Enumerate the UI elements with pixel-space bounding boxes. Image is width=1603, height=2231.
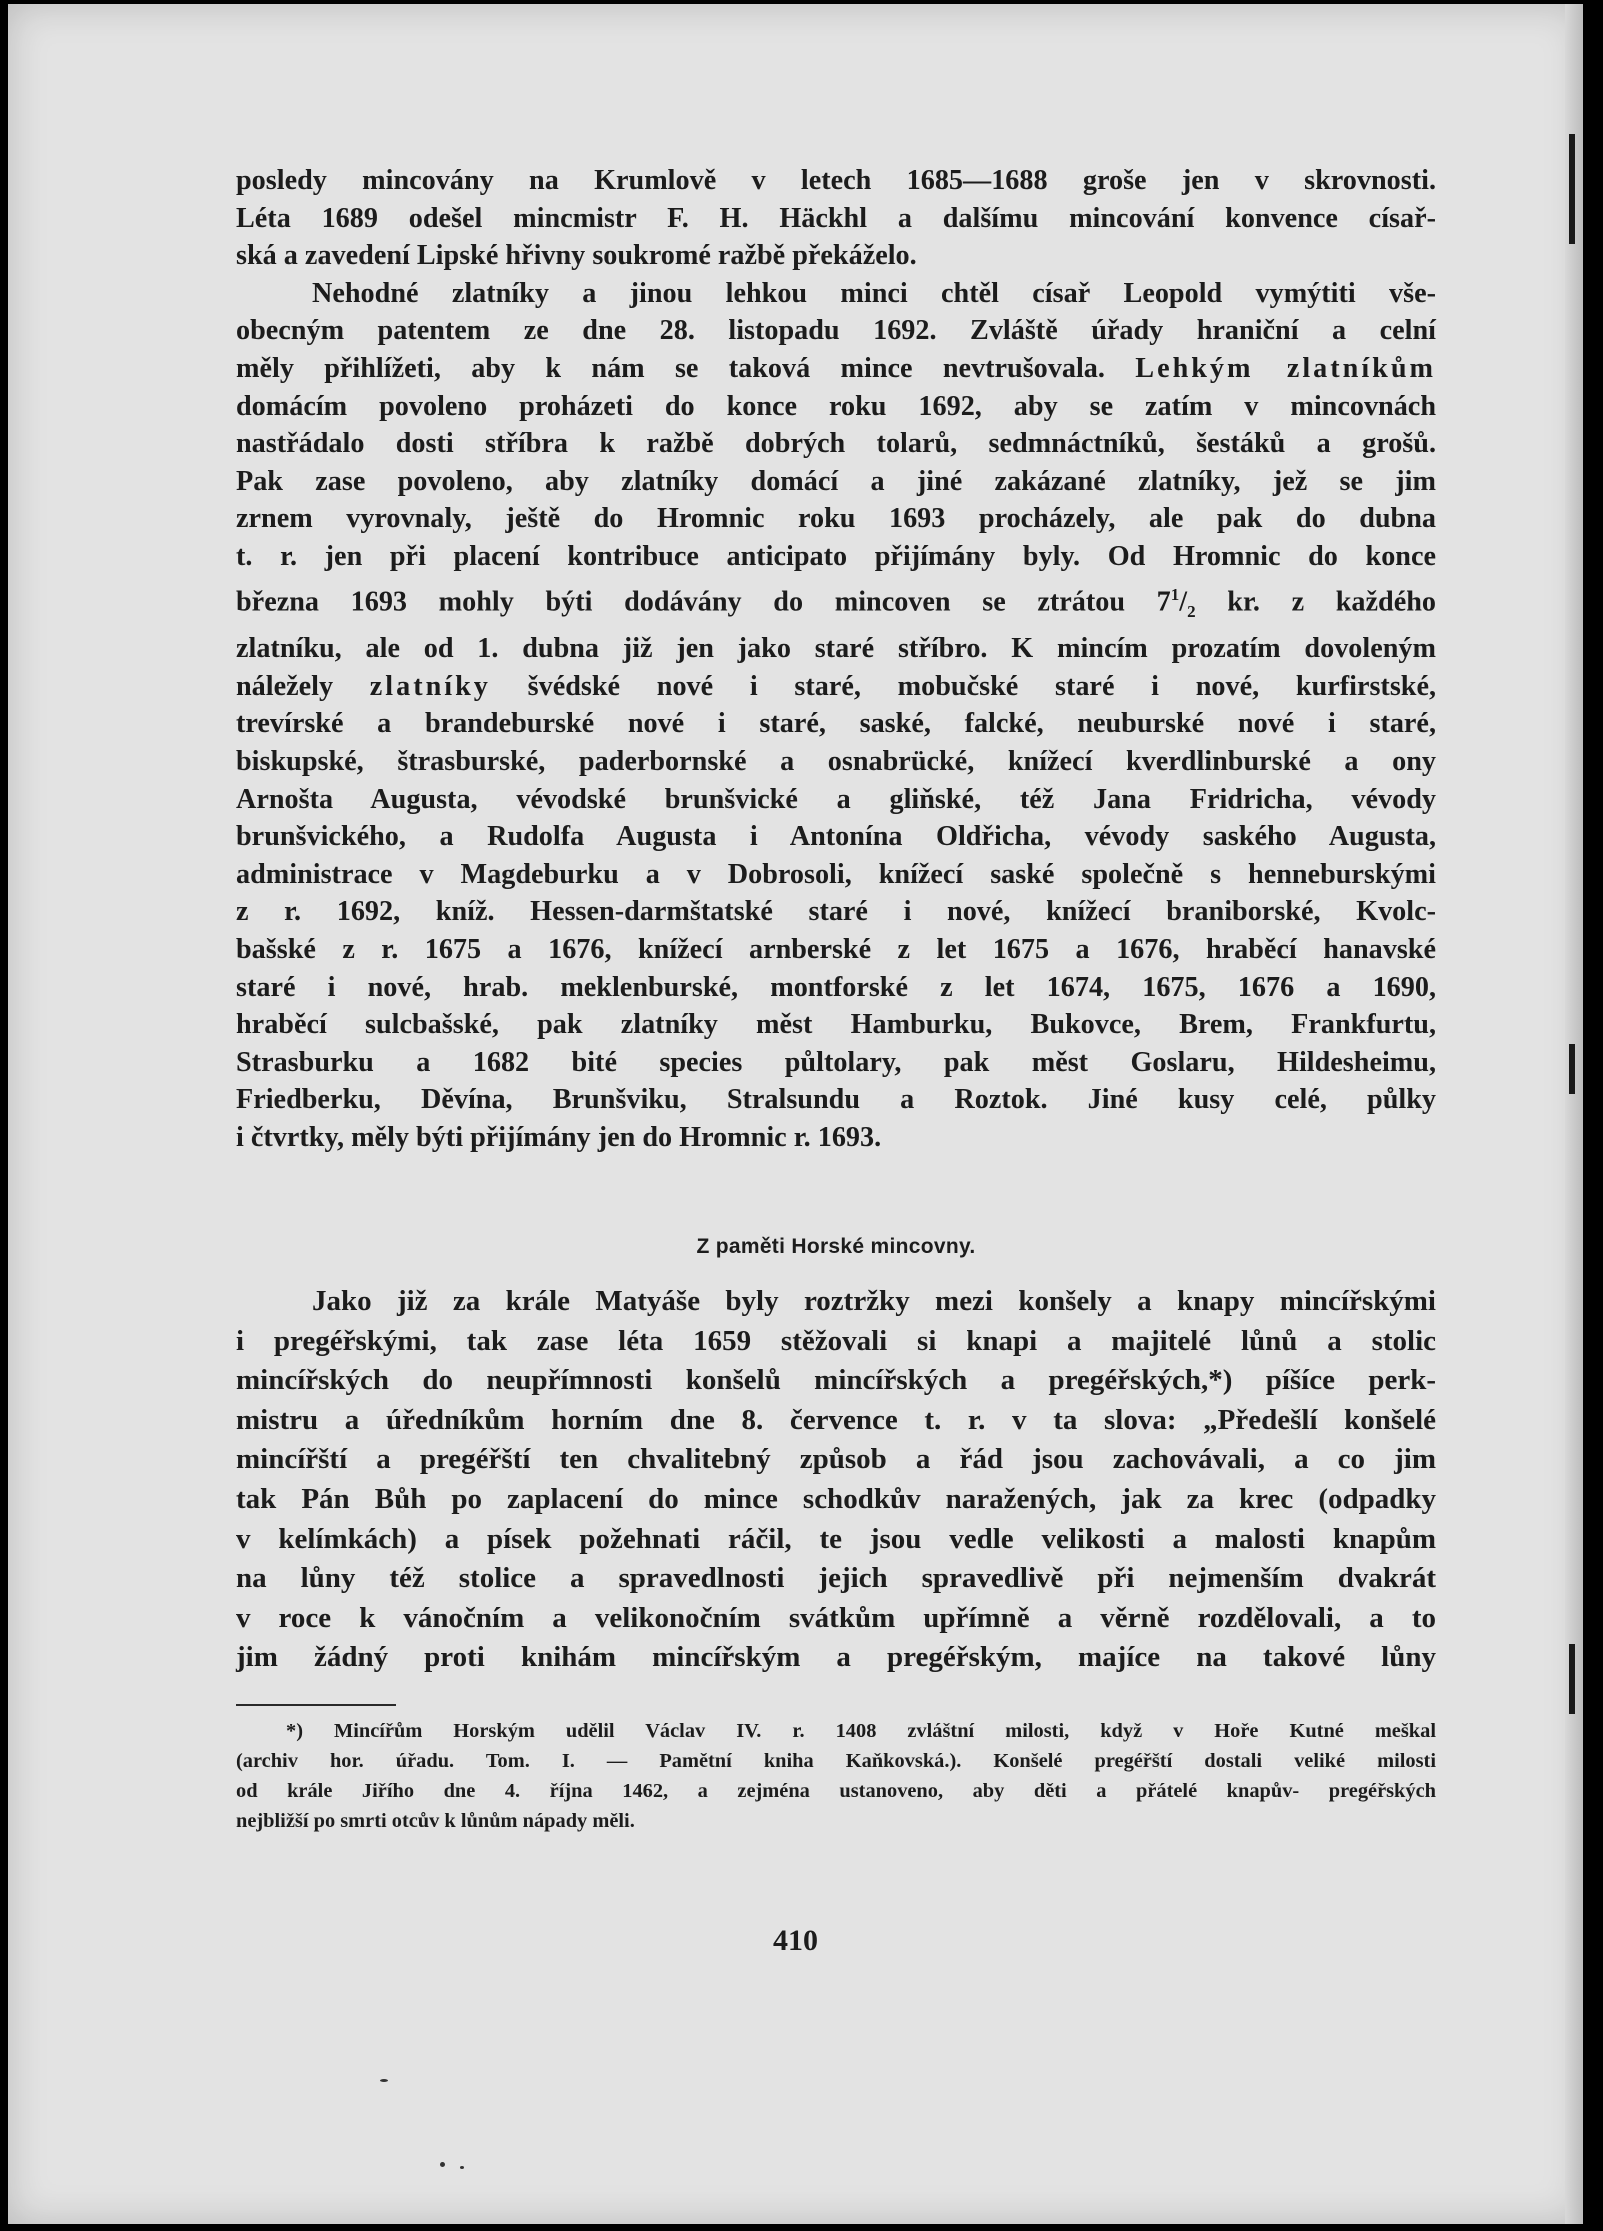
fraction-denominator: 2	[1187, 601, 1196, 621]
margin-mark	[1569, 134, 1575, 244]
text-line: hraběcí sulcbašské, pak zlatníky měst Hamburku, Bukovce, Brem, Frankfurtu,	[236, 1009, 1436, 1041]
print-speck	[380, 2079, 388, 2082]
print-speck	[460, 2166, 464, 2169]
text-line: trevírské a brandeburské nové i staré, saské, falcké, neuburské nové i staré,	[236, 708, 1436, 740]
text-line: obecným patentem ze dne 28. listopadu 1692. Zvláště úřady hraniční a celní	[236, 315, 1436, 347]
text-line: brunšvického, a Rudolfa Augusta i Antonína Oldřicha, vévody saského Augusta,	[236, 821, 1436, 853]
text-line: nastřádalo dosti stříbra k ražbě dobrých tolarů, sedmnáctníků, šestáků a grošů.	[236, 428, 1436, 460]
footnote-line: od krále Jiřího dne 4. října 1462, a zejména ustanoveno, aby děti a přátelé knapův- pregéřských	[236, 1780, 1436, 1802]
footnote	[236, 1716, 1436, 1836]
text-line: Arnošta Augusta, vévodské brunšvické a gliňské, též Jana Fridricha, vévody	[236, 783, 1436, 815]
page-edge-shadow	[1565, 4, 1583, 2224]
text-line: na lůny též stolice a spravedlnosti jejich spravedlivě při nejmenším dvakrát	[236, 1562, 1436, 1595]
text-line: staré i nové, hrab. meklenburské, montforské z let 1674, 1675, 1676 a 1690,	[236, 971, 1436, 1003]
margin-mark	[1569, 1044, 1575, 1094]
book-page	[8, 4, 1583, 2224]
paragraph-mint	[236, 1282, 1436, 1678]
text-line: i čtvrtky, měly býti přijímány jen do Hromnic r. 1693.	[236, 1121, 882, 1153]
footnote-line: nejbližší po smrti otcův k lůnům nápady měli.	[236, 1810, 635, 1832]
text-line: mistru a úředníkům horním dne 8. července t. r. v ta slova: „Předešlí konšelé	[236, 1403, 1436, 1436]
paragraph-continuation	[236, 162, 1436, 275]
text-line: tak Pán Bůh po zaplacení do mince schodkův naražených, jak za krec (odpadky	[236, 1483, 1436, 1516]
text-line: v kelímkách) a písek požehnati ráčil, te jsou vedle velikosti a malosti knapům	[236, 1522, 1436, 1555]
footnote-divider	[236, 1704, 396, 1706]
text-line: biskupské, štrasburské, paderbornské a osnabrücké, knížecí kverdlinburské a ony	[236, 745, 1436, 777]
emphasized-word: zlatníky	[369, 670, 491, 702]
text-fragment: března 1693 mohly býti dodávány do mincoven se ztrátou 7	[236, 585, 1171, 617]
text-line: Strasburku a 1682 bité species půltolary, pak měst Goslaru, Hildesheimu,	[236, 1046, 1436, 1078]
text-line	[236, 668, 1436, 706]
text-line: administrace v Magdeburku a v Dobrosoli, knížecí saské společně s henneburskými	[236, 858, 1436, 890]
text-line: Léta 1689 odešel mincmistr F. H. Häckhl a dalšímu mincování konvence císař-	[236, 202, 1436, 234]
page-number: 410	[773, 1924, 818, 1957]
text-line: v roce k vánočním a velikonočním svátkům upřímně a věrně rozdělovali, a to	[236, 1601, 1436, 1634]
section-heading: Z paměti Horské mincovny.	[696, 1235, 976, 1259]
text-line: ská a zavedení Lipské hřivny soukromé ražbě překáželo.	[236, 240, 917, 272]
text-line: Pak zase povoleno, aby zlatníky domácí a jiné zakázané zlatníky, jež se jim	[236, 465, 1436, 497]
text-fragment: měly přihlížeti, aby k nám se taková mince nevtrušovala.	[236, 352, 1105, 384]
text-line: mincířských do neupřímnosti konšelů mincířských a pregéřských,*) píšíce perk-	[236, 1364, 1436, 1397]
print-speck	[440, 2162, 445, 2167]
text-fragment: kr. z každého	[1195, 585, 1436, 617]
text-line: zlatníku, ale od 1. dubna již jen jako staré stříbro. K mincím prozatím dovoleným	[236, 633, 1436, 665]
paragraph-coins	[236, 275, 1436, 1157]
text-line: Jako již za krále Matyáše byly roztržky mezi konšely a knapy mincířskými	[312, 1285, 1436, 1318]
text-line	[236, 350, 1436, 388]
text-line: i pregéřskými, tak zase léta 1659 stěžovali si knapi a majitelé lůnů a stolic	[236, 1324, 1436, 1357]
emphasized-phrase: Lehkým zlatníkům	[1135, 352, 1436, 384]
text-line: jim žádný proti knihám mincířským a pregéřským, majíce na takové lůny	[236, 1641, 1436, 1674]
text-line: zrnem vyrovnaly, ještě do Hromnic roku 1693 procházely, ale pak do dubna	[236, 503, 1436, 535]
footnote-line: *) Mincířům Horským udělil Václav IV. r. 1408 zvláštní milosti, když v Hoře Kutné meškal	[286, 1720, 1436, 1742]
text-line: Nehodné zlatníky a jinou lehkou minci chtěl císař Leopold vymýtiti vše-	[312, 277, 1436, 309]
text-line: z r. 1692, kníž. Hessen-darmštatské staré i nové, knížecí braniborské, Kvolc-	[236, 896, 1436, 928]
text-line: bašské z r. 1675 a 1676, knížecí arnberské z let 1675 a 1676, hraběcí hanavské	[236, 933, 1436, 965]
footnote-line: (archiv hor. úřadu. Tom. I. — Pamětní kniha Kaňkovská.). Konšelé pregéřští dostali veliké milosti	[236, 1750, 1436, 1772]
text-line: mincířští a pregéřští ten chvalitebný způsob a řád jsou zachovávali, a co jim	[236, 1443, 1436, 1476]
text-line: posledy mincovány na Krumlově v letech 1685—1688 groše jen v skrovnosti.	[236, 165, 1436, 196]
fraction-numerator: 1	[1170, 584, 1180, 604]
text-fragment: náležely	[236, 670, 334, 702]
text-line: t. r. jen při placení kontribuce anticipato přijímány byly. Od Hromnic do konce	[236, 540, 1436, 572]
page-content	[236, 162, 1436, 1836]
margin-mark	[1569, 1644, 1575, 1714]
text-line: domácím povoleno proházeti do konce roku 1692, aby se zatím v mincovnách	[236, 390, 1436, 422]
text-line: března 1693 mohly býti dodávány do mincoven se ztrátou $7^1/_2$ kr. z každého	[236, 584, 1436, 621]
text-line: Friedberku, Děvína, Brunšviku, Stralsundu a Roztok. Jiné kusy celé, půlky	[236, 1084, 1436, 1116]
text-fragment: švédské nové i staré, mobučské staré i nové, kurfirstské,	[527, 670, 1437, 702]
